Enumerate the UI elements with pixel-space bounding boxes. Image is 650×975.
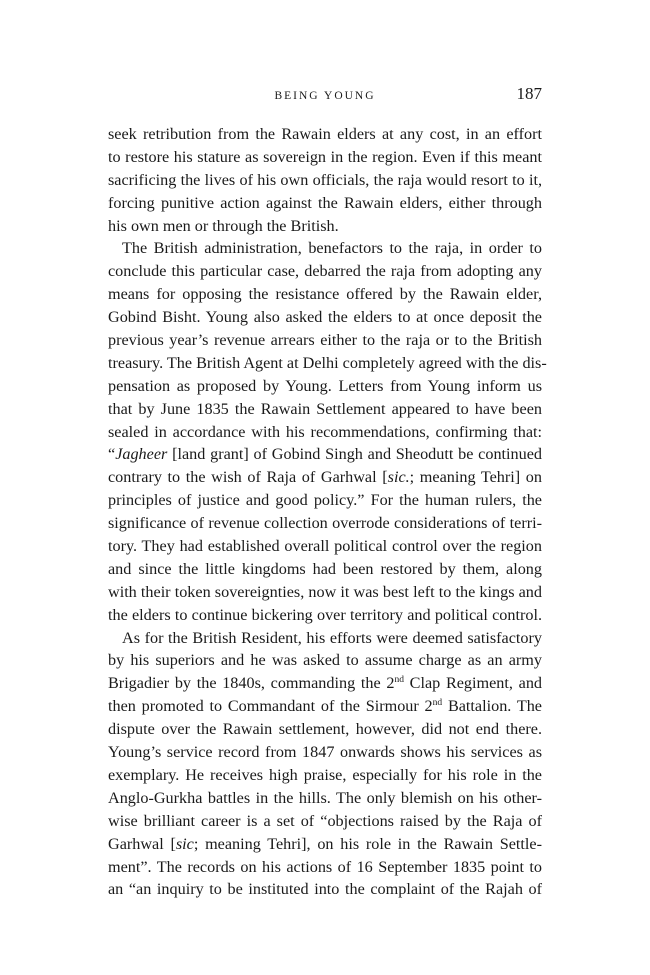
text-line: with their token sovereignties, now it was best left to the kings and bbox=[108, 582, 542, 601]
text-line: seek retribution from the Rawain elders at any cost, in an effort bbox=[108, 125, 542, 143]
text-line: As for the British Resident, his efforts were deemed satisfactory bbox=[122, 628, 542, 647]
text-line: Anglo-Gurkha battles in the hills. The only blemish on his other- bbox=[108, 788, 542, 807]
text-line: an “an inquiry to be instituted into the complaint of the Rajah of bbox=[108, 880, 542, 899]
superscript-ordinal: nd bbox=[432, 698, 443, 709]
text-line: treasury. The British Agent at Delhi completely agreed with the dis- bbox=[108, 353, 547, 372]
running-header bbox=[108, 84, 542, 108]
text-line: sealed in accordance with his recommendations, confirming that: bbox=[108, 422, 542, 441]
text-line: by his superiors and he was asked to assume charge as an army bbox=[108, 651, 542, 670]
text-line: ment”. The records on his actions of 16 September 1835 point to bbox=[108, 857, 542, 876]
text-line: Garhwal [sic; meaning Tehri], on his role in the Rawain Settle- bbox=[108, 834, 543, 853]
text-line: tory. They had established overall political control over the region bbox=[108, 537, 542, 556]
text-line: conclude this particular case, debarred the raja from adopting any bbox=[108, 262, 542, 281]
text-line: contrary to the wish of Raja of Garhwal [sic.; meaning Tehri] on bbox=[108, 468, 542, 487]
text-line: means for opposing the resistance offered by the Rawain elder, bbox=[108, 285, 542, 304]
body-text bbox=[108, 123, 547, 901]
text-line: exemplary. He receives high praise, especially for his role in the bbox=[108, 765, 542, 784]
text-line: and since the little kingdoms had been restored by them, along bbox=[108, 559, 542, 578]
superscript-ordinal: nd bbox=[394, 675, 404, 686]
text-line: Young’s service record from 1847 onwards shows his services as bbox=[108, 743, 542, 762]
text-line: to restore his stature as sovereign in the region. Even if this meant bbox=[108, 147, 542, 166]
italic-term: sic bbox=[175, 834, 194, 853]
text-line: then promoted to Commandant of the Sirmour 2nd Battalion. The bbox=[108, 697, 542, 716]
text-line: previous year’s revenue arrears either to the raja or to the British bbox=[108, 331, 542, 350]
text-line: sacrificing the lives of his own officials, the raja would resort to it, bbox=[108, 170, 542, 189]
text-line: forcing punitive action against the Rawain elders, either through bbox=[108, 193, 542, 212]
text-line: The British administration, benefactors to the raja, in order to bbox=[122, 239, 542, 258]
text-line: dispute over the Rawain settlement, however, did not end there. bbox=[108, 720, 542, 739]
text-line: Brigadier by the 1840s, commanding the 2nd Clap Regiment, and bbox=[108, 674, 543, 693]
running-title: BEING YOUNG bbox=[274, 90, 376, 102]
italic-term: sic. bbox=[387, 468, 410, 487]
text-line: pensation as proposed by Young. Letters from Young inform us bbox=[108, 376, 542, 395]
text-line: his own men or through the British. bbox=[108, 216, 339, 235]
text-line: that by June 1835 the Rawain Settlement appeared to have been bbox=[108, 399, 542, 418]
text-line: the elders to continue bickering over territory and political control. bbox=[108, 605, 542, 624]
text-line: Gobind Bisht. Young also asked the elders to at once deposit the bbox=[108, 308, 542, 327]
page-number: 187 bbox=[516, 84, 542, 103]
text-line: wise brilliant career is a set of “objections raised by the Raja of bbox=[108, 811, 542, 830]
text-line: “Jagheer [land grant] of Gobind Singh and Sheodutt be continued bbox=[108, 445, 542, 464]
italic-term: Jagheer bbox=[115, 445, 168, 464]
text-line: principles of justice and good policy.” For the human rulers, the bbox=[108, 491, 542, 510]
text-line: significance of revenue collection overrode considerations of terri- bbox=[108, 514, 542, 533]
